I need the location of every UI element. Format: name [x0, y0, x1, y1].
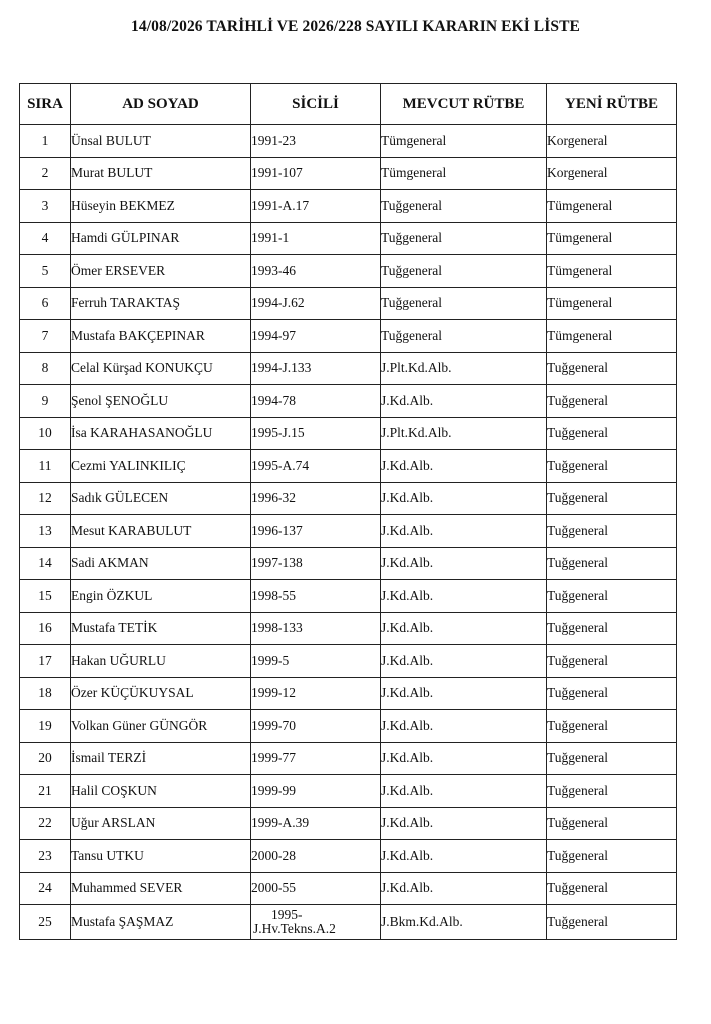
promotion-list-table — [19, 83, 677, 940]
registry-number: 1998-133 — [251, 612, 381, 645]
new-rank: Tuğgeneral — [547, 612, 677, 645]
row-number: 6 — [20, 287, 71, 320]
table-row — [20, 222, 677, 255]
table-row — [20, 872, 677, 905]
person-name: İsa KARAHASANOĞLU — [71, 417, 251, 450]
row-number: 17 — [20, 645, 71, 678]
table-row — [20, 482, 677, 515]
row-number: 21 — [20, 775, 71, 808]
registry-number: 1991-107 — [251, 157, 381, 190]
row-number: 24 — [20, 872, 71, 905]
registry-number — [251, 905, 381, 940]
row-number: 2 — [20, 157, 71, 190]
person-name: Uğur ARSLAN — [71, 807, 251, 840]
current-rank: J.Kd.Alb. — [381, 840, 547, 873]
table-row — [20, 742, 677, 775]
row-number: 1 — [20, 125, 71, 158]
row-number: 20 — [20, 742, 71, 775]
table-row — [20, 905, 677, 940]
row-number: 15 — [20, 580, 71, 613]
person-name: Mustafa ŞAŞMAZ — [71, 905, 251, 940]
new-rank: Tuğgeneral — [547, 417, 677, 450]
registry-number: 1994-78 — [251, 385, 381, 418]
current-rank: J.Kd.Alb. — [381, 807, 547, 840]
person-name: Volkan Güner GÜNGÖR — [71, 710, 251, 743]
current-rank: J.Kd.Alb. — [381, 482, 547, 515]
registry-number: 1999-A.39 — [251, 807, 381, 840]
new-rank: Tuğgeneral — [547, 710, 677, 743]
current-rank: Tuğgeneral — [381, 287, 547, 320]
row-number: 12 — [20, 482, 71, 515]
person-name: Ferruh TARAKTAŞ — [71, 287, 251, 320]
row-number: 23 — [20, 840, 71, 873]
new-rank: Tümgeneral — [547, 255, 677, 288]
new-rank: Tuğgeneral — [547, 450, 677, 483]
new-rank: Tuğgeneral — [547, 807, 677, 840]
row-number: 4 — [20, 222, 71, 255]
new-rank: Tuğgeneral — [547, 482, 677, 515]
person-name: Cezmi YALINKILIÇ — [71, 450, 251, 483]
table-row — [20, 157, 677, 190]
current-rank: J.Kd.Alb. — [381, 775, 547, 808]
table-row — [20, 450, 677, 483]
table-row — [20, 320, 677, 353]
registry-number: 1994-97 — [251, 320, 381, 353]
registry-number: 1999-12 — [251, 677, 381, 710]
registry-number: 1996-32 — [251, 482, 381, 515]
row-number: 5 — [20, 255, 71, 288]
table-body — [20, 125, 677, 940]
person-name: Celal Kürşad KONUKÇU — [71, 352, 251, 385]
table-row — [20, 125, 677, 158]
person-name: Özer KÜÇÜKUYSAL — [71, 677, 251, 710]
current-rank: J.Kd.Alb. — [381, 742, 547, 775]
person-name: Mesut KARABULUT — [71, 515, 251, 548]
table-row — [20, 840, 677, 873]
person-name: Engin ÖZKUL — [71, 580, 251, 613]
row-number: 10 — [20, 417, 71, 450]
table-row — [20, 385, 677, 418]
person-name: Sadi AKMAN — [71, 547, 251, 580]
row-number: 7 — [20, 320, 71, 353]
table-row — [20, 352, 677, 385]
registry-number: 1999-77 — [251, 742, 381, 775]
current-rank: Tuğgeneral — [381, 255, 547, 288]
person-name: Hamdi GÜLPINAR — [71, 222, 251, 255]
person-name: Mustafa TETİK — [71, 612, 251, 645]
new-rank: Tuğgeneral — [547, 352, 677, 385]
current-rank: J.Kd.Alb. — [381, 710, 547, 743]
person-name: Hakan UĞURLU — [71, 645, 251, 678]
current-rank: Tuğgeneral — [381, 320, 547, 353]
current-rank: J.Kd.Alb. — [381, 872, 547, 905]
person-name: Halil COŞKUN — [71, 775, 251, 808]
registry-number-line2: J.Hv.Tekns.A.2 — [253, 921, 336, 936]
row-number: 8 — [20, 352, 71, 385]
registry-number: 1994-J.62 — [251, 287, 381, 320]
new-rank: Tuğgeneral — [547, 840, 677, 873]
current-rank: J.Kd.Alb. — [381, 385, 547, 418]
registry-number-line1: 1995- — [271, 907, 303, 922]
new-rank: Tuğgeneral — [547, 742, 677, 775]
registry-number: 1994-J.133 — [251, 352, 381, 385]
person-name: Murat BULUT — [71, 157, 251, 190]
table-row — [20, 255, 677, 288]
person-name: Sadık GÜLECEN — [71, 482, 251, 515]
row-number: 16 — [20, 612, 71, 645]
current-rank: Tuğgeneral — [381, 222, 547, 255]
new-rank: Tuğgeneral — [547, 905, 677, 940]
registry-number: 2000-28 — [251, 840, 381, 873]
current-rank: J.Kd.Alb. — [381, 450, 547, 483]
row-number: 13 — [20, 515, 71, 548]
new-rank: Tuğgeneral — [547, 515, 677, 548]
table-row — [20, 807, 677, 840]
header-yeni-rutbe: YENİ RÜTBE — [547, 84, 677, 125]
table-row — [20, 515, 677, 548]
person-name: İsmail TERZİ — [71, 742, 251, 775]
row-number: 22 — [20, 807, 71, 840]
row-number: 14 — [20, 547, 71, 580]
new-rank: Tuğgeneral — [547, 775, 677, 808]
registry-number: 2000-55 — [251, 872, 381, 905]
current-rank: J.Bkm.Kd.Alb. — [381, 905, 547, 940]
person-name: Ömer ERSEVER — [71, 255, 251, 288]
row-number: 19 — [20, 710, 71, 743]
row-number: 9 — [20, 385, 71, 418]
new-rank: Tümgeneral — [547, 222, 677, 255]
table-row — [20, 612, 677, 645]
new-rank: Tuğgeneral — [547, 547, 677, 580]
current-rank: J.Kd.Alb. — [381, 547, 547, 580]
current-rank: J.Plt.Kd.Alb. — [381, 417, 547, 450]
registry-number: 1991-23 — [251, 125, 381, 158]
person-name: Hüseyin BEKMEZ — [71, 190, 251, 223]
registry-number: 1995-A.74 — [251, 450, 381, 483]
current-rank: Tuğgeneral — [381, 190, 547, 223]
new-rank: Korgeneral — [547, 125, 677, 158]
registry-number: 1999-99 — [251, 775, 381, 808]
document-title: 14/08/2026 TARİHLİ VE 2026/228 SAYILI KARARIN EKİ LİSTE — [131, 18, 580, 35]
table-row — [20, 547, 677, 580]
table-row — [20, 710, 677, 743]
current-rank: Tümgeneral — [381, 157, 547, 190]
table-row — [20, 190, 677, 223]
header-ad-soyad: AD SOYAD — [71, 84, 251, 125]
row-number: 25 — [20, 905, 71, 940]
current-rank: J.Kd.Alb. — [381, 580, 547, 613]
registry-number: 1997-138 — [251, 547, 381, 580]
row-number: 11 — [20, 450, 71, 483]
current-rank: J.Kd.Alb. — [381, 515, 547, 548]
new-rank: Tuğgeneral — [547, 645, 677, 678]
new-rank: Tuğgeneral — [547, 580, 677, 613]
row-number: 18 — [20, 677, 71, 710]
table-header-row — [20, 84, 677, 125]
new-rank: Tümgeneral — [547, 190, 677, 223]
header-sira: SIRA — [20, 84, 71, 125]
table-row — [20, 645, 677, 678]
new-rank: Tuğgeneral — [547, 385, 677, 418]
new-rank: Tuğgeneral — [547, 677, 677, 710]
person-name: Tansu UTKU — [71, 840, 251, 873]
table-row — [20, 775, 677, 808]
current-rank: J.Kd.Alb. — [381, 645, 547, 678]
registry-number: 1991-1 — [251, 222, 381, 255]
registry-number: 1999-5 — [251, 645, 381, 678]
new-rank: Tümgeneral — [547, 320, 677, 353]
current-rank: Tümgeneral — [381, 125, 547, 158]
table-row — [20, 417, 677, 450]
registry-number: 1996-137 — [251, 515, 381, 548]
row-number: 3 — [20, 190, 71, 223]
person-name: Şenol ŞENOĞLU — [71, 385, 251, 418]
current-rank: J.Kd.Alb. — [381, 677, 547, 710]
table-row — [20, 580, 677, 613]
person-name: Mustafa BAKÇEPINAR — [71, 320, 251, 353]
table-row — [20, 677, 677, 710]
header-mevcut-rutbe: MEVCUT RÜTBE — [381, 84, 547, 125]
registry-number: 1993-46 — [251, 255, 381, 288]
registry-number: 1999-70 — [251, 710, 381, 743]
registry-number: 1995-J.15 — [251, 417, 381, 450]
registry-number: 1991-A.17 — [251, 190, 381, 223]
current-rank: J.Plt.Kd.Alb. — [381, 352, 547, 385]
person-name: Ünsal BULUT — [71, 125, 251, 158]
new-rank: Korgeneral — [547, 157, 677, 190]
new-rank: Tümgeneral — [547, 287, 677, 320]
current-rank: J.Kd.Alb. — [381, 612, 547, 645]
header-sicili: SİCİLİ — [251, 84, 381, 125]
new-rank: Tuğgeneral — [547, 872, 677, 905]
table-row — [20, 287, 677, 320]
person-name: Muhammed SEVER — [71, 872, 251, 905]
registry-number: 1998-55 — [251, 580, 381, 613]
